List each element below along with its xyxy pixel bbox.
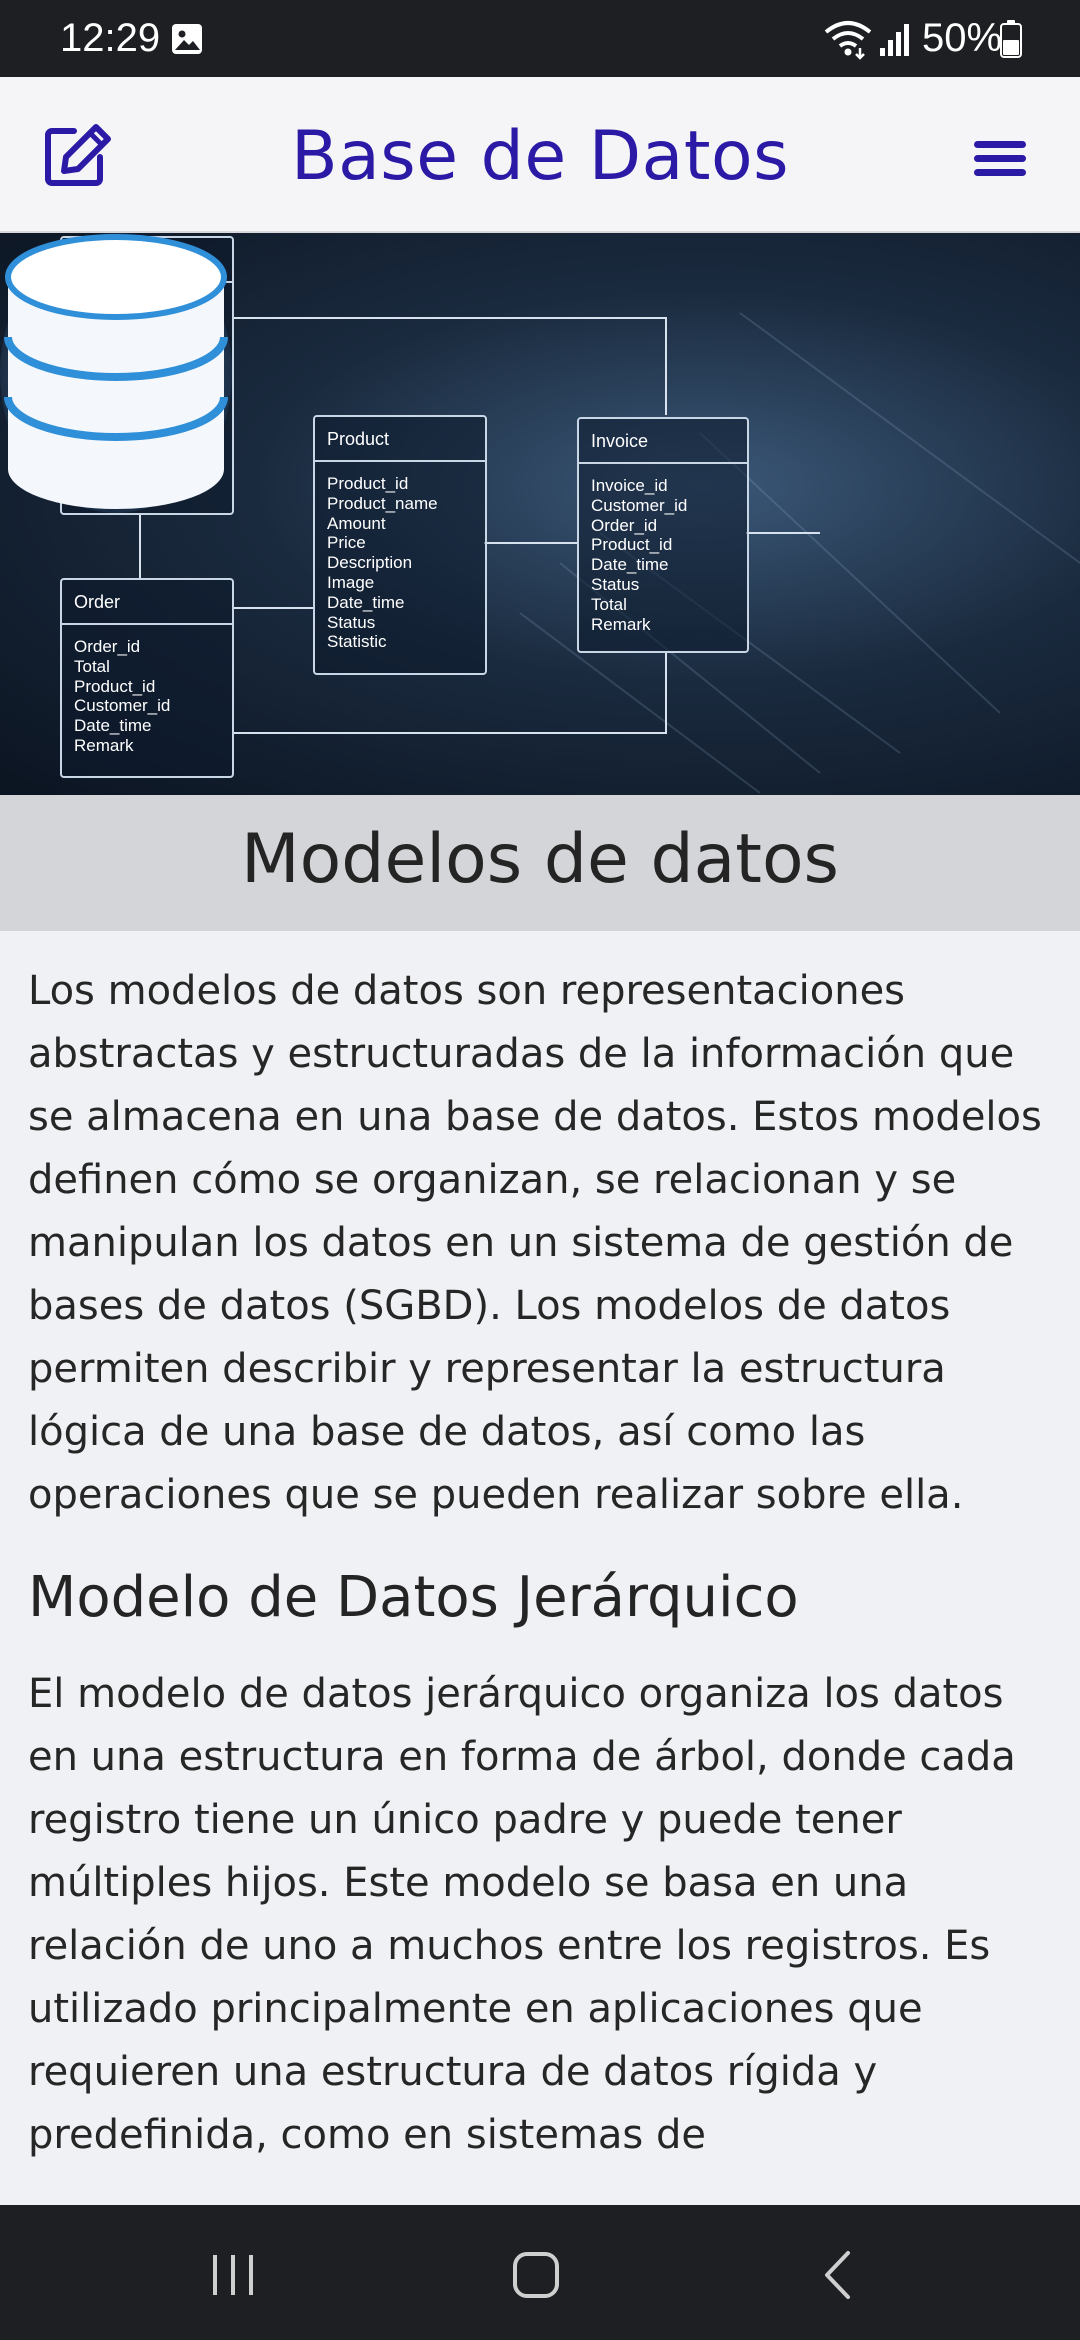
er-field: Product_name (327, 493, 438, 513)
er-field: Invoice_id (591, 476, 668, 495)
er-field: Status (327, 612, 376, 632)
er-field: Image (327, 572, 375, 592)
er-field: Product_id (591, 535, 673, 555)
er-field: Product_id (327, 474, 409, 493)
er-table-invoice (577, 417, 749, 653)
home-icon[interactable] (512, 2251, 560, 2299)
er-field: Date_time (327, 592, 405, 612)
app-title: Base de Datos (290, 117, 790, 196)
back-icon[interactable] (822, 2249, 852, 2301)
er-table-title: Invoice (579, 419, 747, 464)
er-field: Date_time (591, 555, 669, 575)
recents-icon[interactable] (210, 2253, 256, 2297)
er-field: Customer_id (74, 696, 171, 716)
er-field: Amount (327, 513, 386, 533)
er-table-order (60, 578, 234, 778)
er-field: Order_id (591, 515, 658, 535)
database-cylinder-icon (0, 233, 232, 513)
er-field: Status (591, 574, 640, 594)
signal-icon (878, 22, 912, 58)
section-banner (0, 795, 1080, 931)
section-title: Modelos de datos (241, 820, 839, 899)
status-bar (0, 0, 1080, 77)
er-field: Date_time (74, 716, 152, 736)
battery-icon (1000, 20, 1022, 58)
menu-icon[interactable] (972, 137, 1028, 181)
er-field: Remark (591, 614, 651, 634)
article-content (28, 960, 1058, 2167)
wifi-icon (822, 18, 874, 60)
er-field: Total (74, 656, 110, 676)
er-field: Customer_id (591, 495, 688, 515)
er-field: Remark (74, 735, 134, 755)
subheading: Modelo de Datos Jerárquico (28, 1565, 799, 1630)
er-table-product (313, 415, 487, 675)
system-nav-bar (0, 2205, 1080, 2340)
er-field: Statistic (327, 632, 387, 652)
er-field: Order_id (74, 637, 141, 656)
er-field: Total (591, 594, 627, 614)
er-field: Product_id (74, 676, 156, 696)
er-table-title: Product (315, 417, 485, 462)
hero-er-diagram-image (0, 233, 1080, 795)
er-table-title: Order (62, 580, 232, 625)
battery-percent: 50% (922, 16, 1003, 60)
app-header (0, 77, 1080, 233)
intro-paragraph: Los modelos de datos son representaciones abstractas y estructuradas de la información que se almacena en una base de datos. Estos modelos definen cómo se organizan, se relacionan y se manipulan los datos en un sistema de gestión de bases de datos (SGBD). Los modelos de datos permiten describir y representar la estructura lógica de una base de datos, así como las operaciones que se pueden realizar sobre ella. (28, 968, 1042, 1518)
status-time: 12:29 (60, 16, 161, 60)
er-field: Price (327, 533, 366, 553)
photo-icon (170, 22, 204, 56)
hierarchical-model-paragraph: El modelo de datos jerárquico organiza los datos en una estructura en forma de árbol, donde cada registro tiene un único padre y puede tener múltiples hijos. Este modelo se basa en una relación de uno a muchos entre los registros. Es utilizado principalmente en aplicaciones que requieren una estructura de datos rígida y predefinida, como en sistemas de (28, 1671, 1016, 2158)
er-field: Description (327, 553, 413, 573)
